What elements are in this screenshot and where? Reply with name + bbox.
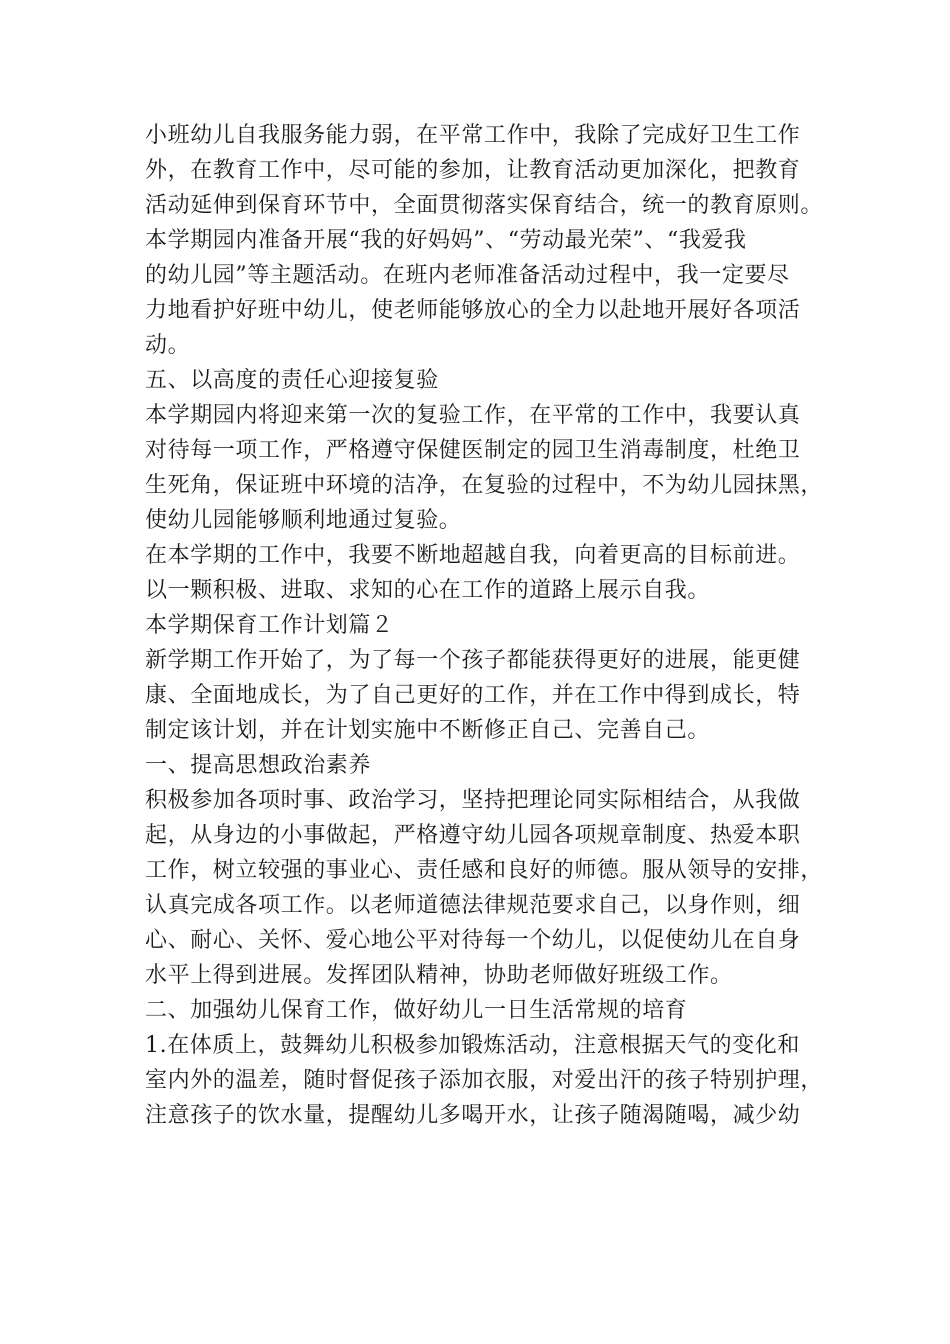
text-line: 在本学期的工作中，我要不断地超越自我，向着更高的目标前进。 xyxy=(145,543,801,568)
document-body xyxy=(145,118,835,1133)
text-line: 力地看护好班中幼儿，使老师能够放心的全力以赴地开展好各项活 xyxy=(145,298,801,323)
text-line: 的幼儿园”等主题活动。在班内老师准备活动过程中，我一定要尽 xyxy=(145,263,790,288)
text-line: 工作，树立较强的事业心、责任感和良好的师德。服从领导的安排， xyxy=(145,858,824,883)
text-line: 新学期工作开始了，为了每一个孩子都能获得更好的进展，能更健 xyxy=(145,648,801,673)
section-heading: 二、加强幼儿保育工作，做好幼儿一日生活常规的培育 xyxy=(145,998,688,1023)
text-line: 积极参加各项时事、政治学习，坚持把理论同实际相结合，从我做 xyxy=(145,788,801,813)
text-line: 注意孩子的饮水量，提醒幼儿多喝开水，让孩子随渴随喝，减少幼 xyxy=(145,1103,801,1128)
text-line: 心、耐心、关怀、爱心地公平对待每一个幼儿，以促使幼儿在自身 xyxy=(145,928,801,953)
text-line: 小班幼儿自我服务能力弱，在平常工作中，我除了完成好卫生工作 xyxy=(145,123,801,148)
text-line: 1.在体质上，鼓舞幼儿积极参加锻炼活动，注意根据天气的变化和 xyxy=(145,1033,800,1058)
text-line: 活动延伸到保育环节中，全面贯彻落实保育结合，统一的教育原则。 xyxy=(145,193,824,218)
text-line: 外，在教育工作中，尽可能的参加，让教育活动更加深化，把教育 xyxy=(145,158,801,183)
text-line: 本学期园内将迎来第一次的复验工作，在平常的工作中，我要认真 xyxy=(145,403,801,428)
text-line: 康、全面地成长，为了自己更好的工作，并在工作中得到成长，特 xyxy=(145,683,801,708)
text-line: 起，从身边的小事做起，严格遵守幼儿园各项规章制度、热爱本职 xyxy=(145,823,801,848)
text-line: 室内外的温差，随时督促孩子添加衣服，对爱出汗的孩子特别护理， xyxy=(145,1068,824,1093)
text-line: 本学期园内准备开展“我的好妈妈”、“劳动最光荣”、“我爱我 xyxy=(145,228,747,253)
text-line: 水平上得到进展。发挥团队精神，协助老师做好班级工作。 xyxy=(145,963,733,988)
text-line: 使幼儿园能够顺利地通过复验。 xyxy=(145,508,462,533)
text-line: 制定该计划，并在计划实施中不断修正自己、完善自己。 xyxy=(145,718,711,743)
section-heading: 五、以高度的责任心迎接复验 xyxy=(145,368,439,393)
text-line: 以一颗积极、进取、求知的心在工作的道路上展示自我。 xyxy=(145,578,711,603)
text-line: 认真完成各项工作。以老师道德法律规范要求自己，以身作则，细 xyxy=(145,893,801,918)
text-line: 对待每一项工作，严格遵守保健医制定的园卫生消毒制度，杜绝卫 xyxy=(145,438,801,463)
text-line: 动。 xyxy=(145,333,191,358)
text-line: 生死角，保证班中环境的洁净，在复验的过程中，不为幼儿园抹黑， xyxy=(145,473,824,498)
section-heading: 一、提高思想政治素养 xyxy=(145,753,372,778)
article-title: 本学期保育工作计划篇２ xyxy=(145,613,394,638)
